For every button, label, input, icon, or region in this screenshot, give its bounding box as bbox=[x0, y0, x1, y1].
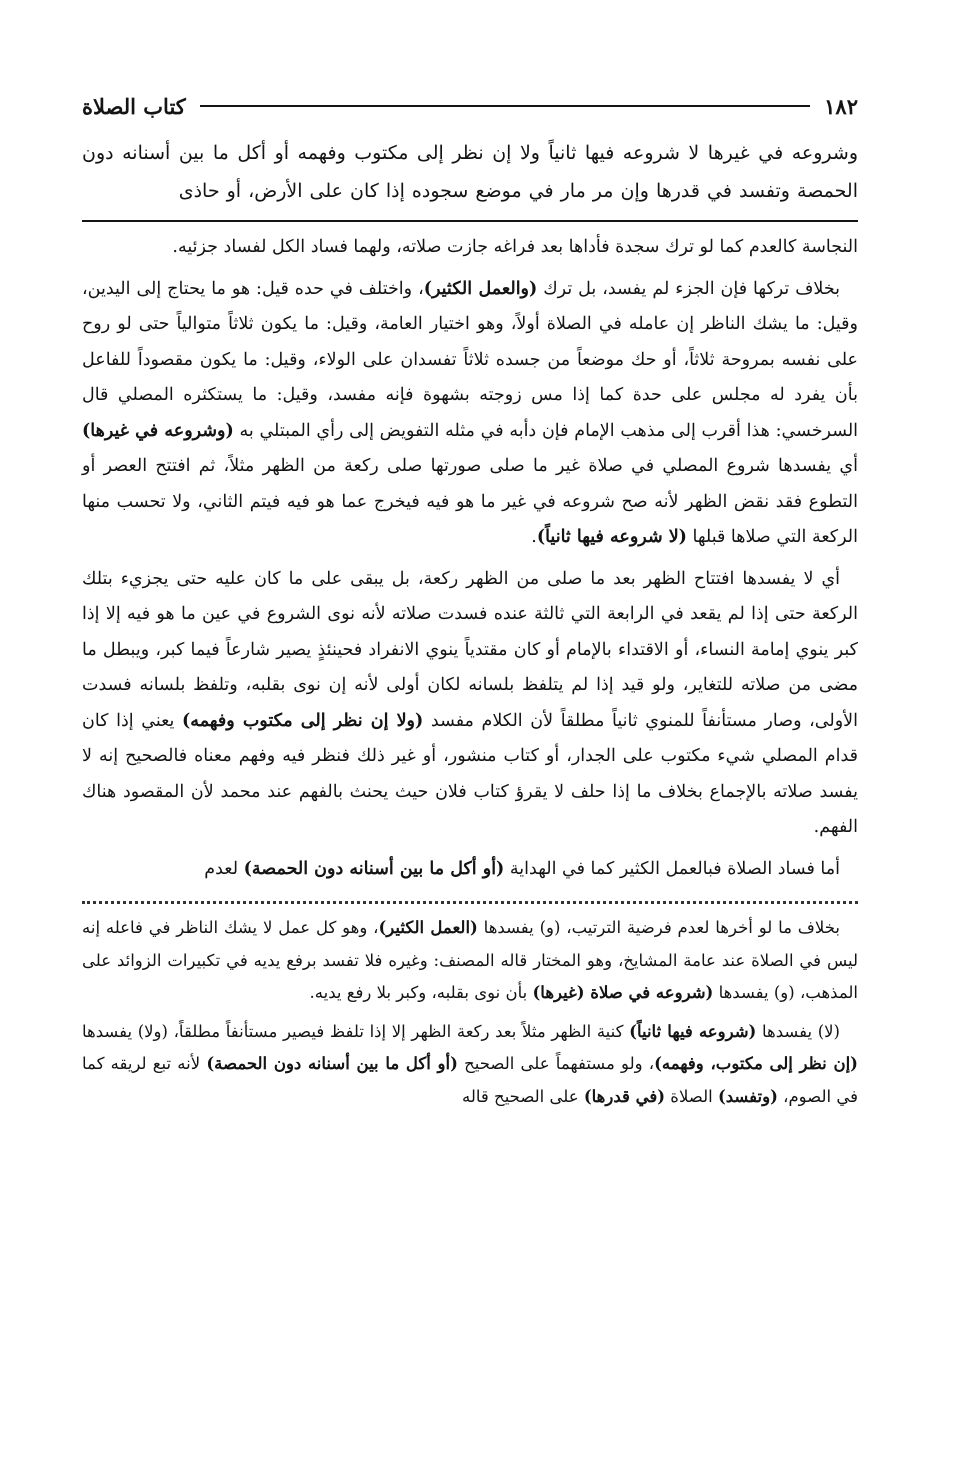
bold-quoted-phrase: (لا شروعه فيها ثانياً) bbox=[536, 527, 687, 547]
bold-quoted-phrase: (وتفسد) bbox=[717, 1086, 778, 1106]
matn-paragraph: وشروعه في غيرها لا شروعه فيها ثانياً ولا إن نظر إلى مكتوب وفهمه أو أكل ما بين أسنانه دون الحمصة وتفسد في قدرها وإن مر مار في موضع سجوده إذا كان على الأرض، أو حاذى bbox=[82, 142, 858, 202]
text-run: كنية الظهر مثلاً بعد ركعة الظهر إلا إذا تلفظ فيصير مستأنفاً مطلقاً، (ولا) يفسدها bbox=[82, 1021, 630, 1041]
text-run: بخلاف ما لو أخرها لعدم فرضية الترتيب، (و) يفسدها bbox=[477, 918, 840, 937]
bold-quoted-phrase: (أو أكل ما بين أسنانه دون الحمصة) bbox=[243, 858, 505, 879]
page-number: ١٨٢ bbox=[824, 93, 858, 119]
running-header bbox=[82, 86, 858, 126]
text-run: أي لا يفسدها افتتاح الظهر بعد ما صلى من الظهر ركعة، بل يبقى على ما كان عليه حتى يجزيء بتلك الركعة حتى إذا لم يقعد في الرابعة التي ثالثة عنده فسدت صلاته لأنه نوى الشروع في عين ما هو فيه إلا إذا كبر ينوي إمامة النساء، أو الاقتداء بالإمام أو كان مقتدياً ينوي الانفراد فحينئذٍ يصير شارعاً فيما كبر، ويبطل ما مضى من صلاته للتغاير، ولو قيد إذا لم يتلفظ بلسانه لكان أولى لأنه إن نوى بقلبه، وتلفظ بلسانه فسدت الأولى، وصار مستأنفاً للمنوي ثانياً مطلقاً لأن الكلام مفسد bbox=[82, 568, 858, 731]
book-title: كتاب الصلاة bbox=[82, 93, 186, 119]
bold-quoted-phrase: (ولا إن نظر إلى مكتوب وفهمه) bbox=[182, 710, 424, 731]
text-run: لأنه تبع لريقه كما في الصوم، bbox=[82, 1054, 858, 1106]
sharh-commentary bbox=[82, 230, 858, 887]
text-run: الصلاة bbox=[665, 1086, 718, 1106]
bold-quoted-phrase: (أو أكل ما بين أسنانه دون الحمصة) bbox=[206, 1054, 458, 1073]
bold-quoted-phrase: (إن نظر إلى مكتوب، وفهمه) bbox=[654, 1054, 858, 1073]
text-run: بأن نوى بقلبه، وكبر بلا رفع يديه. bbox=[309, 983, 533, 1002]
sharh-paragraph bbox=[82, 230, 858, 266]
bold-quoted-phrase: (شروعه فيها ثانياً) bbox=[629, 1021, 757, 1041]
sharh-paragraph bbox=[82, 852, 858, 888]
sharh-paragraph bbox=[82, 272, 858, 556]
text-run: لعدم bbox=[204, 858, 244, 879]
text-run: (لا) يفسدها bbox=[756, 1021, 840, 1041]
matn-text bbox=[82, 134, 858, 210]
matn-separator-rule bbox=[82, 220, 858, 222]
text-run: على الصحيح قاله bbox=[462, 1086, 584, 1106]
hashiya-marginal-commentary bbox=[82, 912, 858, 1113]
text-run: بخلاف تركها فإن الجزء لم يفسد، بل ترك bbox=[537, 278, 840, 299]
book-page bbox=[82, 86, 858, 1119]
text-run: النجاسة كالعدم كما لو ترك سجدة فأداها بعد فراغه جازت صلاته، ولهما فساد الكل لفساد جزئيه. bbox=[172, 237, 858, 257]
text-run: أي يفسدها شروع المصلي في صلاة غير ما صلى صورتها صلى ركعة من الظهر مثلاً، ثم افتتح العصر أو التطوع فقد نقض الظهر لأنه صح شروعه في غير ما هو فيه فيخرج عما هو فيه فيتم الثاني، ولا تحسب منها الركعة التي صلاها قبلها bbox=[82, 456, 858, 547]
bold-quoted-phrase: (شروعه في صلاة (غيرها) bbox=[532, 983, 714, 1002]
text-run: أما فساد الصلاة فبالعمل الكثير كما في الهداية bbox=[504, 858, 840, 879]
bold-quoted-phrase: (العمل الكثير) bbox=[378, 918, 478, 937]
hashiya-paragraph bbox=[82, 1016, 858, 1114]
text-run: يعني إذا كان قدام المصلي شيء مكتوب على الجدار، أو كتاب منشور، أو غير ذلك فنظر فيه وفهم معناه فالصحيح إنه لا يفسد صلاته بالإجماع بخلاف ما إذا حلف لا يقرؤ كتاب فلان حيث يحنث بالفهم عند محمد لأن المقصود هناك الفهم. bbox=[82, 710, 858, 837]
text-run: ، وهو كل عمل لا يشك الناظر في فاعله إنه ليس في الصلاة عند عامة المشايخ، وهو المختار قاله المصنف: وغيره فلا تفسد برفع يديه في تكبيرات الزوائد على المذهب، (و) يفسدها bbox=[82, 918, 858, 1002]
bold-quoted-phrase: (والعمل الكثير) bbox=[423, 278, 538, 299]
text-run: . bbox=[531, 527, 537, 547]
dotted-separator bbox=[82, 901, 858, 904]
bold-quoted-phrase: (وشروعه في غيرها) bbox=[82, 420, 234, 441]
header-rule bbox=[200, 105, 810, 107]
text-run: ، ولو مستفهماً على الصحيح bbox=[457, 1054, 655, 1073]
bold-quoted-phrase: (في قدرها) bbox=[583, 1086, 666, 1106]
sharh-paragraph bbox=[82, 562, 858, 846]
hashiya-paragraph bbox=[82, 912, 858, 1010]
text-run: ، واختلف في حده قيل: هو ما يحتاج إلى اليدين، وقيل: ما يشك الناظر إن عامله في الصلاة أولاً، وهو اختيار العامة، وقيل: ما يكون ثلاثاً متوالياً حتى لو روح على نفسه بمروحة ثلاثاً، أو حك موضعاً من جسده ثلاثاً تفسدان على الولاء، وقيل: ما يكون مقصوداً للفاعل بأن يفرد له مجلس على حدة كما إذا مس زوجته بشهوة فإنه مفسد، وقيل: ما يستكثره المصلي قال السرخسي: هذا أقرب إلى مذهب الإمام فإن دأبه في مثله التفويض إلى رأي المبتلي به bbox=[82, 278, 859, 441]
